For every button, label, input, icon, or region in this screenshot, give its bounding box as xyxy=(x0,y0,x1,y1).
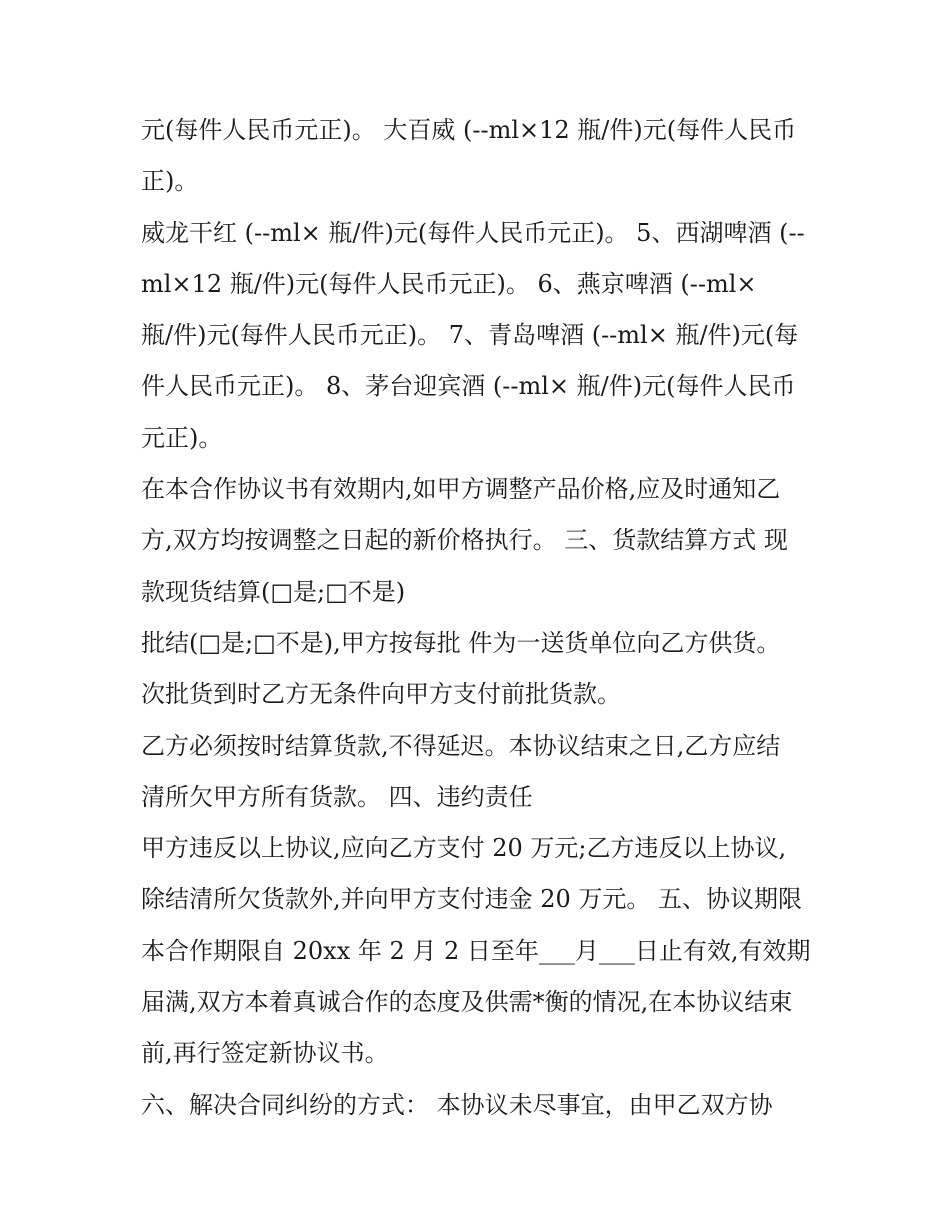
text-line: 六、解决合同纠纷的方式： 本协议未尽事宜，由甲乙双方协 xyxy=(141,1090,773,1119)
text-line: 届满,双方本着真诚合作的态度及供需*衡的情况,在本协议结束 xyxy=(141,988,793,1017)
text-line: ml×12 瓶/件)元(每件人民币元正)。 6、燕京啤酒 (--ml× xyxy=(141,269,757,298)
text-line: 威龙干红 (--ml× 瓶/件)元(每件人民币元正)。 5、西湖啤酒 (-- xyxy=(141,218,805,247)
text-line: 款现货结算(□是;□不是) xyxy=(141,577,406,606)
text-line: 正)。 xyxy=(141,167,199,196)
document-body xyxy=(141,105,821,1131)
text-line: 元(每件人民币元正)。 大百威 (--ml×12 瓶/件)元(每件人民币 xyxy=(141,116,797,144)
text-line: 瓶/件)元(每件人民币元正)。 7、青岛啤酒 (--ml× 瓶/件)元(每 xyxy=(141,321,799,350)
text-line: 批结(□是;□不是),甲方按每批 件为一送货单位向乙方供货。 xyxy=(141,628,781,657)
text-line: 件人民币元正)。 8、茅台迎宾酒 (--ml× 瓶/件)元(每件人民币 xyxy=(141,372,796,401)
text-line: 乙方必须按时结算货款,不得延迟。本协议结束之日,乙方应结 xyxy=(141,731,781,760)
text-line: 清所欠甲方所有货款。 四、违约责任 xyxy=(141,782,533,811)
text-line: 本合作期限自 20xx 年 2 月 2 日至年___月___日止有效,有效期 xyxy=(141,936,811,965)
text-line: 次批货到时乙方无条件向甲方支付前批货款。 xyxy=(141,680,621,709)
text-line: 方,双方均按调整之日起的新价格执行。 三、货款结算方式 现 xyxy=(141,526,788,555)
text-line: 在本合作协议书有效期内,如甲方调整产品价格,应及时通知乙 xyxy=(141,475,781,504)
text-line: 甲方违反以上协议,应向乙方支付 20 万元;乙方违反以上协议, xyxy=(141,834,787,863)
text-line: 前,再行签定新协议书。 xyxy=(141,1039,389,1068)
text-line: 除结清所欠货款外,并向甲方支付违金 20 万元。 五、协议期限 xyxy=(141,885,803,914)
text-line: 元正)。 xyxy=(141,423,223,452)
